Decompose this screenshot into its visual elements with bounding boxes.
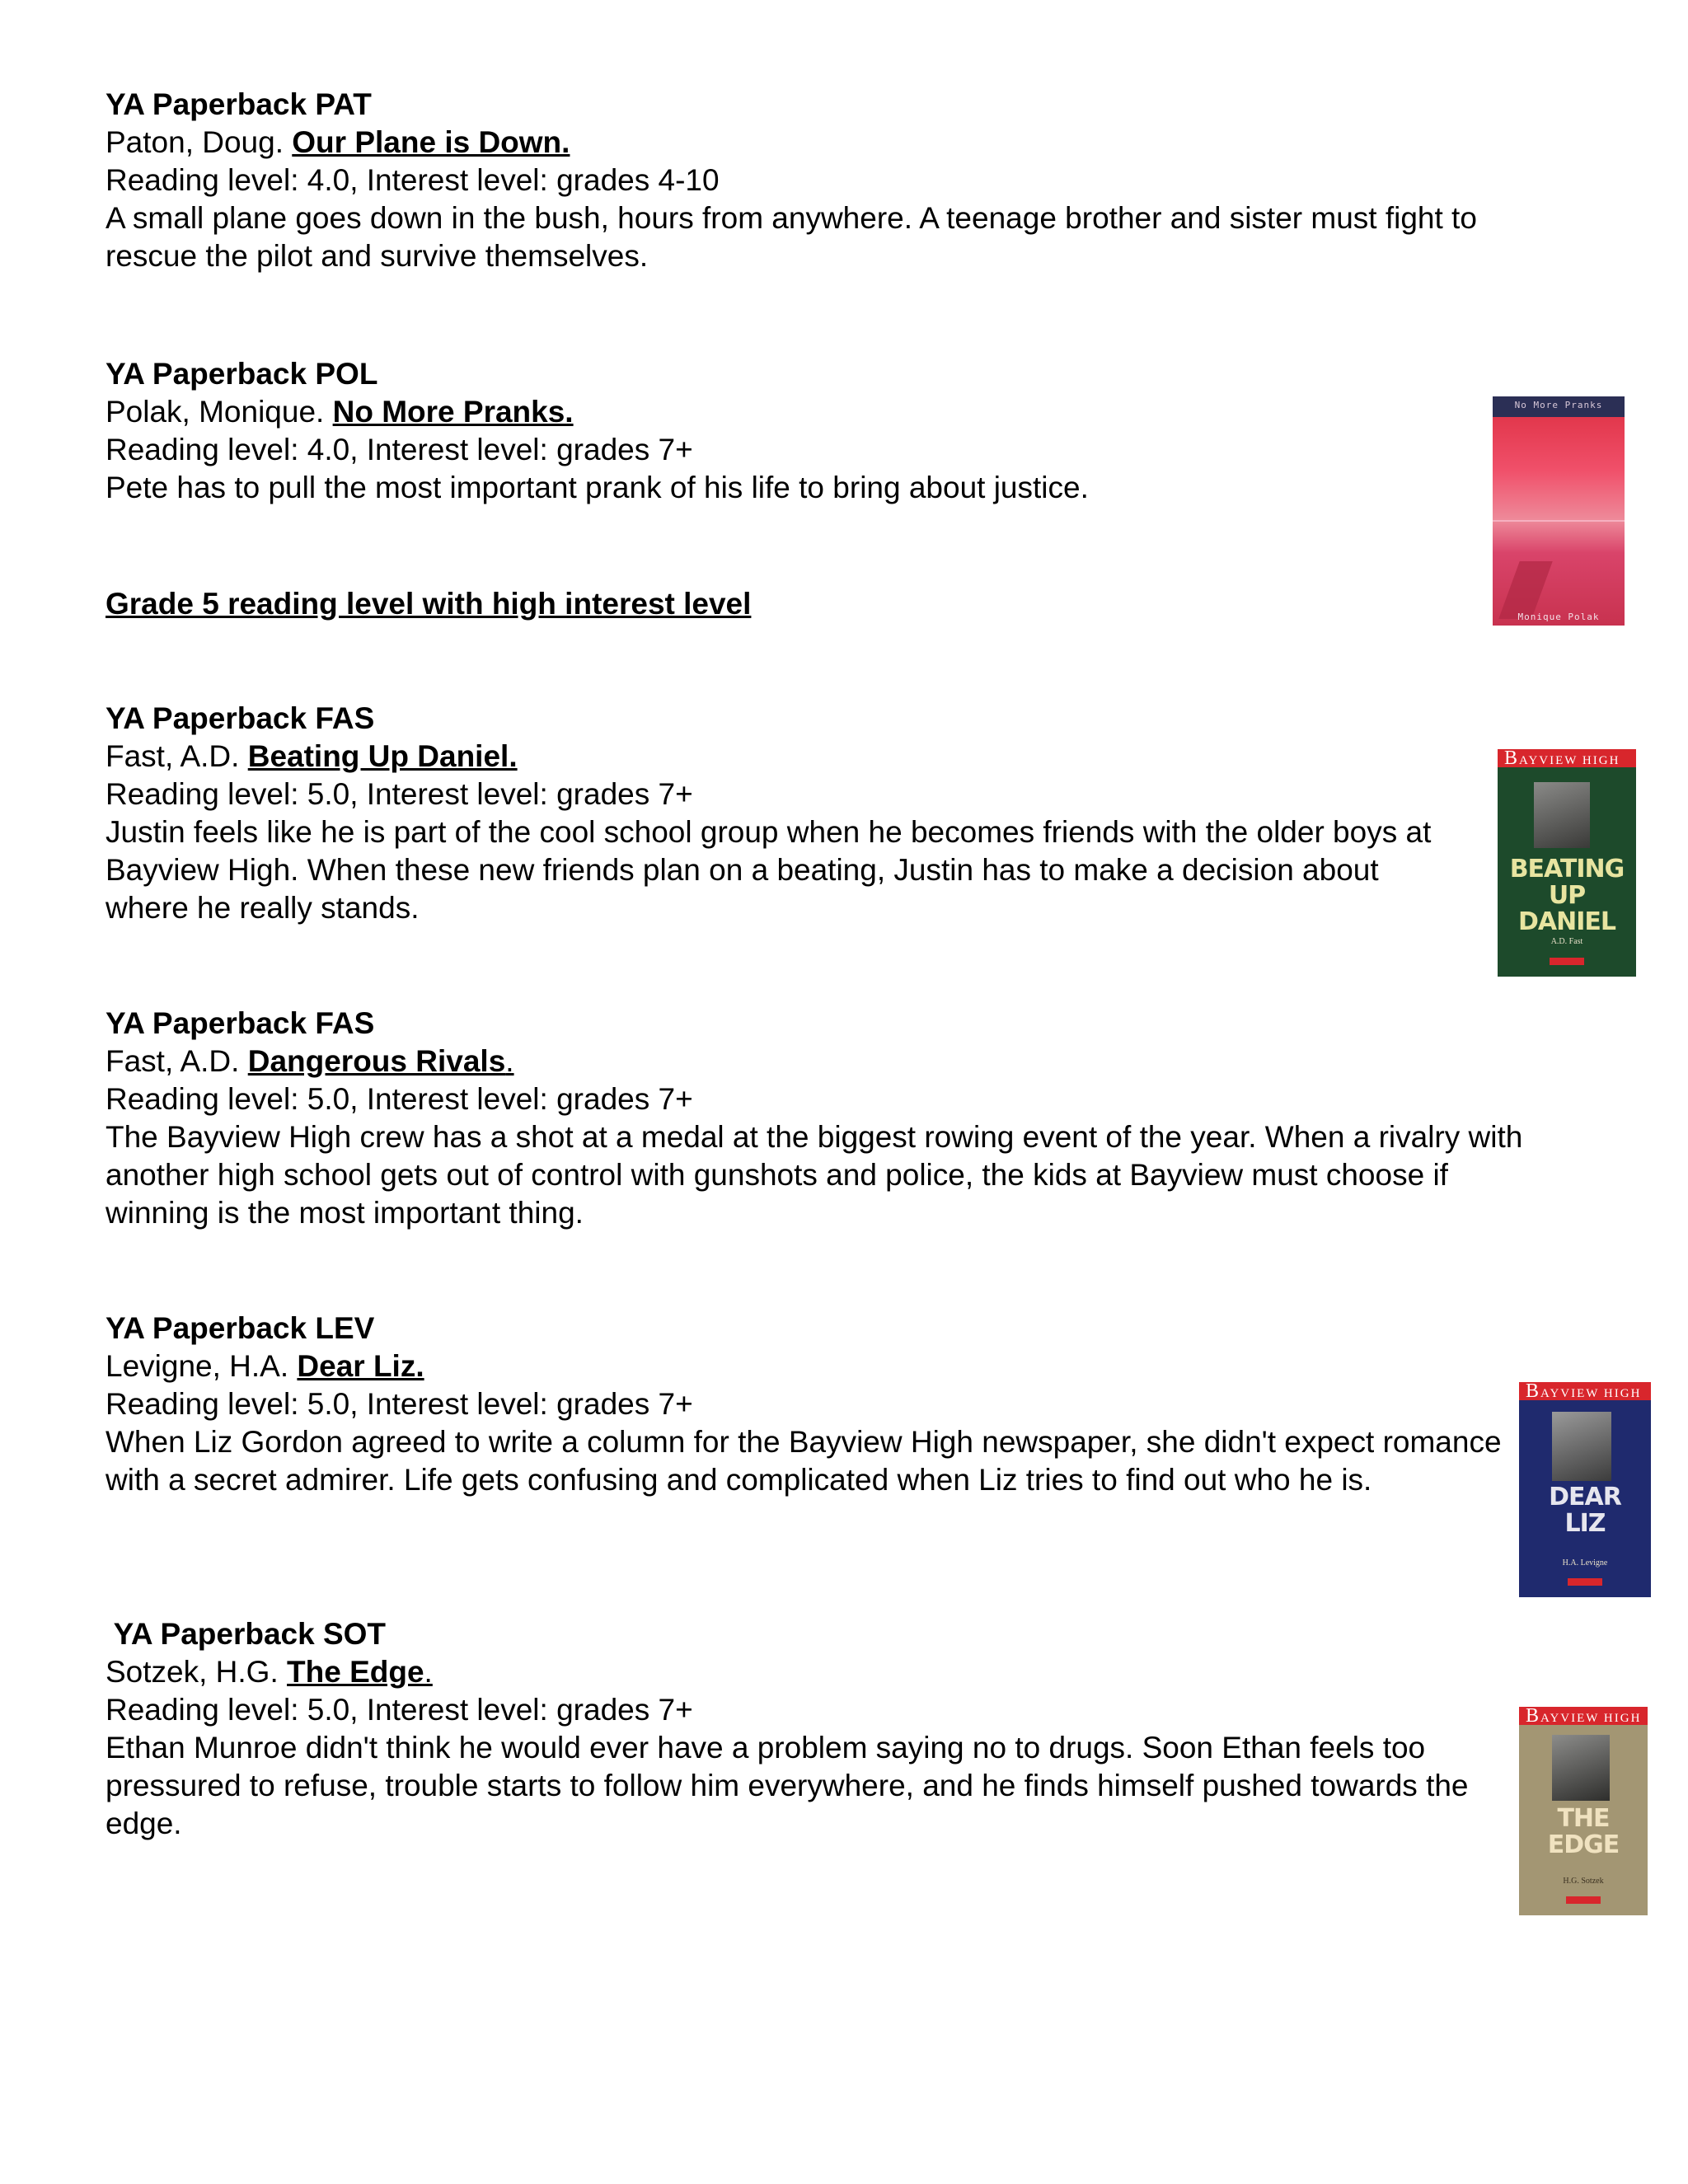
levels: Reading level: 4.0, Interest level: grades 7+	[106, 433, 693, 466]
cover-title-line1: DEAR	[1549, 1483, 1621, 1511]
author-title-line	[106, 124, 1573, 162]
call-number: YA Paperback PAT	[106, 87, 372, 121]
kayak-bow-shape	[1498, 561, 1552, 619]
book-cover-dear-liz	[1519, 1382, 1651, 1597]
cover-photo	[1534, 782, 1590, 848]
series-banner	[1498, 749, 1636, 767]
levels: Reading level: 5.0, Interest level: grades 7+	[106, 777, 693, 811]
title-suffix: .	[505, 1044, 514, 1078]
author-title-line	[106, 1043, 1573, 1080]
series-initial: B	[1526, 1707, 1541, 1727]
author: Fast, A.D.	[106, 739, 248, 773]
horizon-line	[1493, 520, 1625, 522]
cover-title-line2: LIZ	[1564, 1509, 1606, 1538]
title-suffix: .	[424, 1655, 433, 1689]
book-title: Our Plane is Down.	[292, 125, 570, 159]
call-number: YA Paperback LEV	[106, 1311, 375, 1345]
cover-photo	[1552, 1735, 1610, 1801]
book-title: The Edge	[287, 1655, 424, 1689]
series-banner	[1519, 1707, 1648, 1725]
book-title: Dangerous Rivals	[247, 1044, 506, 1078]
cover-author: A.D. Fast	[1550, 937, 1583, 946]
cover-bottom-text: Monique Polak	[1517, 612, 1600, 622]
cover-title	[1519, 1484, 1651, 1537]
call-number: YA Paperback SOT	[106, 1617, 387, 1651]
book-entry-beating-up-daniel	[106, 700, 1441, 927]
series-name: AYVIEW HIGH	[1519, 754, 1620, 767]
cover-title	[1498, 856, 1636, 935]
levels: Reading level: 5.0, Interest level: grades 7+	[106, 1693, 693, 1727]
levels: Reading level: 5.0, Interest level: grades 7+	[106, 1387, 693, 1421]
publisher-logo	[1568, 1578, 1602, 1586]
author: Levigne, H.A.	[106, 1349, 298, 1383]
cover-photo	[1552, 1412, 1611, 1481]
publisher-logo	[1566, 1896, 1601, 1904]
author-title-line	[106, 393, 1573, 431]
cover-top-text: No More Pranks	[1514, 400, 1603, 410]
cover-title-line1: BEATING UP	[1509, 855, 1625, 910]
cover-title-line2: DANIEL	[1518, 907, 1615, 936]
series-initial: B	[1526, 1382, 1541, 1402]
series-name: AYVIEW HIGH	[1540, 1387, 1642, 1400]
author: Paton, Doug.	[106, 125, 293, 159]
author: Polak, Monique.	[106, 395, 333, 429]
author-title-line	[106, 1653, 1507, 1691]
publisher-logo	[1550, 958, 1584, 965]
cover-author: H.G. Sotzek	[1563, 1877, 1604, 1886]
series-banner	[1519, 1382, 1651, 1400]
description: Pete has to pull the most important prank of his life to bring about justice.	[106, 471, 1089, 504]
cover-title-line1: THE	[1557, 1804, 1610, 1833]
cover-title-line2: EDGE	[1547, 1830, 1620, 1859]
book-entry-no-more-pranks	[106, 355, 1573, 507]
call-number: YA Paperback FAS	[106, 1006, 375, 1040]
book-entry-dear-liz	[106, 1310, 1507, 1499]
book-title: No More Pranks.	[332, 395, 574, 429]
series-name: AYVIEW HIGH	[1540, 1712, 1642, 1725]
cover-author: H.A. Levigne	[1562, 1558, 1608, 1568]
cover-title	[1519, 1806, 1648, 1858]
section-heading: Grade 5 reading level with high interest level	[106, 587, 752, 621]
book-cover-the-edge	[1519, 1707, 1648, 1915]
book-entry-dangerous-rivals	[106, 1005, 1573, 1232]
author-title-line	[106, 738, 1441, 776]
book-title: Beating Up Daniel.	[247, 739, 518, 773]
description: When Liz Gordon agreed to write a column for the Bayview High newspaper, she didn't expect romance with a secret admirer. Life gets confusing and complicated when Liz tries to find out who he is.	[106, 1425, 1502, 1497]
book-entry-our-plane-is-down	[106, 86, 1573, 275]
author: Sotzek, H.G.	[106, 1655, 288, 1689]
series-initial: B	[1504, 749, 1520, 769]
description: A small plane goes down in the bush, hours from anywhere. A teenage brother and sister must fight to rescue the pilot and survive themselves.	[106, 201, 1477, 273]
description: Justin feels like he is part of the cool school group when he becomes friends with the older boys at Bayview High. When these new friends plan on a beating, Justin has to make a decision about where he really stands.	[106, 815, 1432, 925]
description: The Bayview High crew has a shot at a medal at the biggest rowing event of the year. When a rivalry with another high school gets out of control with gunshots and police, the kids at Bayview must choose if winning is the most important thing.	[106, 1120, 1523, 1230]
book-cover-beating-up-daniel	[1498, 749, 1636, 977]
call-number: YA Paperback POL	[106, 357, 378, 391]
author: Fast, A.D.	[106, 1044, 248, 1078]
levels: Reading level: 5.0, Interest level: grades 7+	[106, 1082, 693, 1116]
book-cover-no-more-pranks	[1493, 396, 1625, 626]
book-title: Dear Liz.	[297, 1349, 424, 1383]
book-entry-the-edge	[106, 1615, 1507, 1843]
levels: Reading level: 4.0, Interest level: grades 4-10	[106, 163, 720, 197]
author-title-line	[106, 1347, 1507, 1385]
description: Ethan Munroe didn't think he would ever have a problem saying no to drugs. Soon Ethan feels too pressured to refuse, trouble starts to follow him everywhere, and he finds himself pushed towards the edge.	[106, 1731, 1469, 1840]
call-number: YA Paperback FAS	[106, 701, 375, 735]
